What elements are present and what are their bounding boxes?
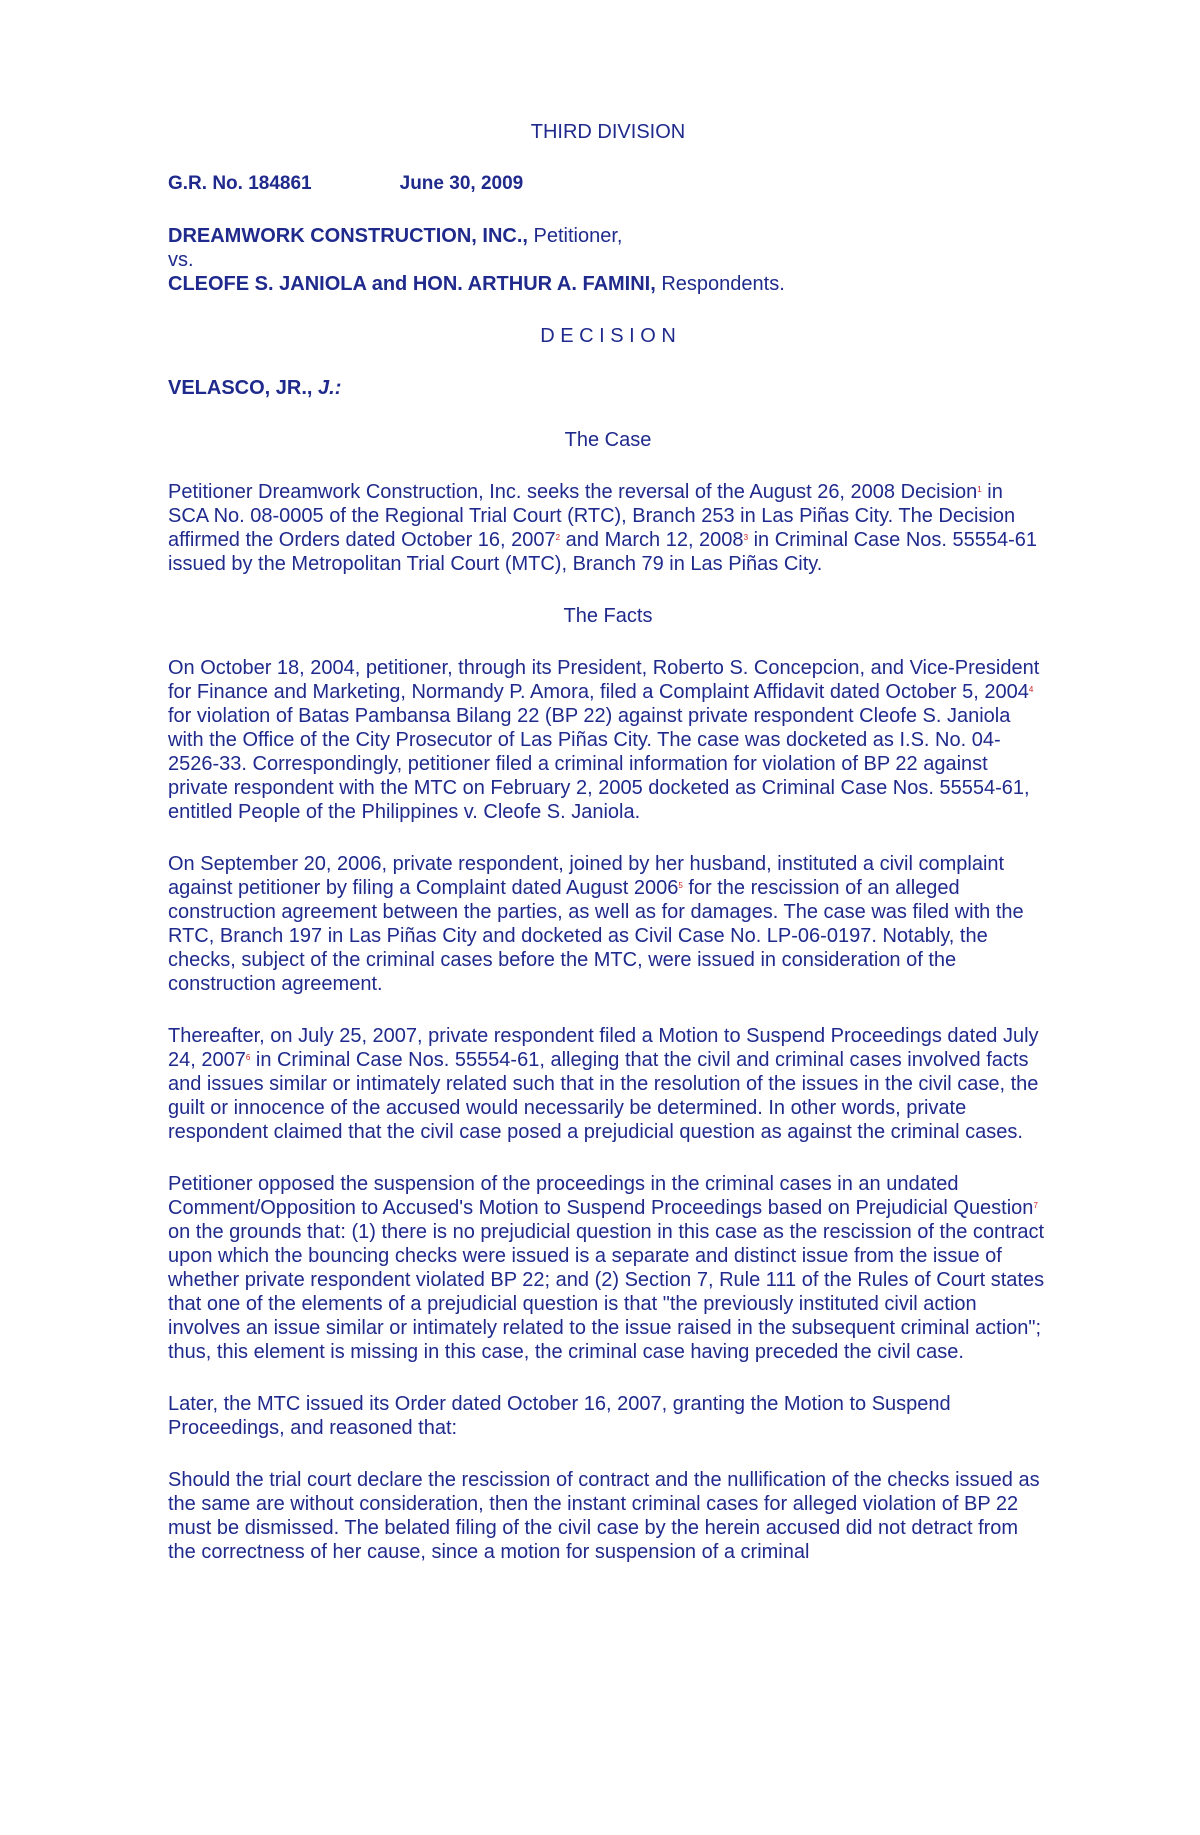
division-heading: THIRD DIVISION [530,121,686,143]
footnote-3-link[interactable]: 3 [743,533,749,542]
petitioner-line [168,224,1048,248]
respondents-line [168,272,1048,296]
paragraph-1-text-a: Petitioner Dreamwork Construction, Inc. seeks the reversal of the August 26, 2008 Decision [168,481,978,503]
footnote-6-link[interactable]: 6 [245,1053,251,1062]
ponente-title: J.: [312,377,342,399]
footnote-2-link[interactable]: 2 [555,533,561,542]
paragraph-4-text-a: Thereafter, on July 25, 2007, private respondent filed a Motion to Suspend Proceedings dated July 24, 2007 [168,1025,1039,1071]
decision-document [168,120,1048,1564]
paragraph-3 [168,852,1048,996]
decision-heading: D E C I S I O N [540,325,676,347]
case-number: G.R. No. 184861 [168,173,312,194]
the-facts-heading: The Facts [563,605,653,627]
footnote-4-link[interactable]: 4 [1028,685,1034,694]
parties [168,224,1048,296]
petitioner-name: DREAMWORK CONSTRUCTION, INC., [168,225,528,247]
paragraph-1-text-c: and March 12, 2008 [560,529,744,551]
paragraph-5-text-a: Petitioner opposed the suspension of the proceedings in the criminal cases in an undated Comment/Opposition to Accused's Motion to Suspend Proceedings based on Prejudicial Question [168,1173,1034,1219]
the-case-heading: The Case [564,429,652,451]
paragraph-6: Later, the MTC issued its Order dated October 16, 2007, granting the Motion to Suspend Proceedings, and reasoned that: [168,1393,951,1439]
case-number-line [168,172,1048,196]
petitioner-label: Petitioner, [527,225,623,247]
ponente-name: VELASCO, JR., [168,377,313,399]
paragraph-1 [168,480,1048,576]
respondents-label: Respondents. [655,273,785,295]
paragraph-2 [168,656,1048,824]
versus: vs. [168,249,194,271]
paragraph-1-text-b: in SCA No. 08-0005 of the Regional Trial Court (RTC), Branch 253 in Las Piñas City. The Decision affirmed the Orders dated October 16, 2007 [168,481,1016,551]
paragraph-2-text-a: On October 18, 2004, petitioner, through its President, Roberto S. Concepcion, and Vice-President for Finance and Marketing, Normandy P. Amora, filed a Complaint Affidavit dated October 5, 2004 [168,657,1040,703]
paragraph-3-text-a: On September 20, 2006, private respondent, joined by her husband, instituted a civil complaint against petitioner by filing a Complaint dated August 2006 [168,853,1005,899]
ponente-line [168,376,1048,400]
respondents-name: CLEOFE S. JANIOLA and HON. ARTHUR A. FAMINI, [168,273,656,295]
footnote-5-link[interactable]: 5 [678,881,683,890]
case-date: June 30, 2009 [399,173,524,194]
paragraph-1-text-d: in Criminal Case Nos. 55554-61 issued by the Metropolitan Trial Court (MTC), Branch 79 in Las Piñas City. [168,529,1038,575]
paragraph-2-text-b: for violation of Batas Pambansa Bilang 22 (BP 22) against private respondent Cleofe S. Janiola with the Office of the City Prosecutor of Las Piñas City. The case was docketed as I.S. No. 04-2526-33. Correspondingly, petitioner filed a criminal information for violation of BP 22 against private respondent with the MTC on February 2, 2005 docketed as Criminal Case Nos. 55554-61, entitled People of the Philippines v. Cleofe S. Janiola. [168,705,1030,823]
paragraph-5 [168,1172,1048,1364]
paragraph-7-quote: Should the trial court declare the rescission of contract and the nullification of the checks issued as the same are without consideration, then the instant criminal cases for alleged violation of BP 22 must be dismissed. The belated filing of the civil case by the herein accused did not detract from the correctness of her cause, since a motion for suspension of a criminal [168,1469,1040,1563]
paragraph-3-text-b: for the rescission of an alleged construction agreement between the parties, as well as for damages. The case was filed with the RTC, Branch 197 in Las Piñas City and docketed as Civil Case No. LP-06-0197. Notably, the checks, subject of the criminal cases before the MTC, were issued in consideration of the construction agreement. [168,877,1024,995]
footnote-7-link[interactable]: 7 [1033,1201,1038,1210]
paragraph-4-text-b: in Criminal Case Nos. 55554-61, alleging that the civil and criminal cases involved facts and issues similar or intimately related such that in the resolution of the issues in the civil case, the guilt or innocence of the accused would necessarily be determined. In other words, private respondent claimed that the civil case posed a prejudicial question as against the criminal cases. [168,1049,1039,1143]
footnote-1-link[interactable]: 1 [977,485,982,494]
paragraph-4 [168,1024,1048,1144]
paragraph-5-text-b: on the grounds that: (1) there is no prejudicial question in this case as the rescission of the contract upon which the bouncing checks were issued is a separate and distinct issue from the issue of whether private respondent violated BP 22; and (2) Section 7, Rule 111 of the Rules of Court states that one of the elements of a prejudicial question is that "the previously instituted civil action involves an issue similar or intimately related to the issue raised in the subsequent criminal action"; thus, this element is missing in this case, the criminal case having preceded the civil case. [168,1221,1045,1363]
